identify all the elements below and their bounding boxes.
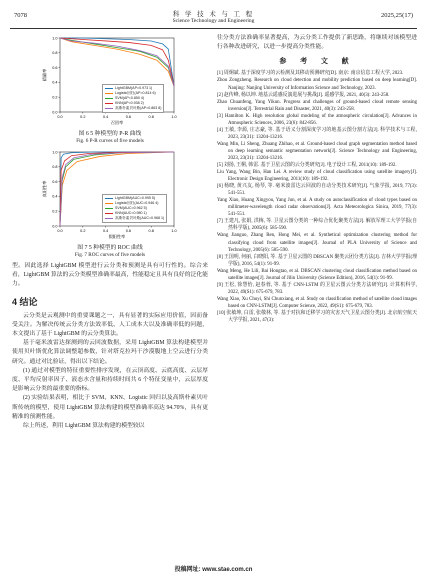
- y-axis-label: 精确率: [42, 68, 47, 82]
- pr-legend: [102, 84, 164, 113]
- y-tick-label: 0.4: [52, 194, 58, 199]
- series-line: [60, 38, 174, 86]
- legend-entry: KNN(AP=0.938 2): [105, 101, 161, 106]
- legend-entry: LightGBM(AP=0.973 1): [105, 86, 161, 91]
- paragraph: 云分类是云观测中的重要课题之一，具有显著的实际应用价值，因而备受关注。为解决传统云分类方法效率低、人工成本大以及准确率低的问题，本文提出了基于 LightGBM 的云分类算法。: [12, 312, 208, 338]
- right-column: [217, 34, 417, 324]
- series-line: [60, 38, 174, 86]
- figure-roc: [40, 148, 180, 244]
- reference-item: Yang Xiao, Huang Xingyou, Yang Jun, et al. A study on autoclassification of cloud types based on millimeter-wavelength cloud radar observations[J]. Acta Meteorologica Sinica, 2019, 77(3): 541-551.: [217, 198, 417, 218]
- header-rule: [10, 28, 417, 29]
- paragraph: 基于毫米波雷达探测到的云回波数据，采用 LightGBM 算法构建模型并使用贝叶斯优化算法调整超参数，针对塔克拉玛干沙漠腹地上空云进行分类研究。通过对比验证，得出以下结论。: [12, 340, 208, 365]
- roc-legend: [102, 194, 167, 223]
- reference-item: [3] Hamilton K. High resolution global modeling of the atmospheric circulation[J]. Advances in Atmospheric Sciences, 2006, 23(6): 842-856.: [217, 113, 417, 126]
- x-tick-label: 1.0: [171, 115, 177, 119]
- y-tick-label: 0.8: [52, 51, 58, 56]
- reference-item: [8] 王国明, 何丽, 白晓阳, 等. 基于卫星云图的 DBSCAN 聚类云团分类方法[J]. 吉林大学学报(理学版), 2016, 54(1): 91-99.: [217, 254, 417, 267]
- left-column: [12, 34, 208, 431]
- legend-entry: SVM(AUC=0.962 5): [105, 206, 164, 211]
- legend-entry: SVM(AP=0.850 4): [105, 96, 161, 101]
- x-axis-label: 假阳性率: [108, 234, 126, 239]
- figure-7-caption-cn: 图 7 5 种模型的 ROC 曲线: [77, 245, 143, 251]
- reference-item: Wang Xiao, Xu Chuyi, Shi Chunxiang, et al. Study on classification method of satellite cloud images based on CNN-LSTM[J]. Computer Science, 2022, 49(S1): 675-679, 783.: [217, 296, 417, 309]
- reference-item: [2] 赵传峰, 杨以坤. 地基云遥感反演进展与挑战[J]. 遥感学报, 2021, 40(3): 243-258.: [217, 92, 390, 98]
- references-heading: 参 考 文 献: [279, 57, 355, 66]
- y-tick-label: 1.0: [52, 150, 58, 155]
- paragraph: 型。因此选择 LightGBM 模型进行云分类和预测是具有可行性的。综合来看，LightGBM 算法的云分类模型准确率最高，性能稳定且具有良好的泛化能力。: [12, 263, 208, 288]
- y-tick-label: 0.8: [52, 165, 58, 170]
- reference-item: [10] 张敏坤, 白雷, 张敬林, 等. 基于对抗和迁移学习的灾害天气卫星云图分类[J]. 北京航空航天大学学报, 2021, 47(3):: [217, 311, 417, 324]
- y-tick-label: 0.2: [52, 95, 58, 100]
- x-tick-label: 0.0: [57, 115, 63, 119]
- series-line: [60, 38, 174, 86]
- reference-item: Zhou Zongzheng. Research on cloud detection and mobility prediction based on deep learning[D]. Nanjing: Nanjing University of Information Science and Technology, 2023.: [217, 78, 417, 91]
- figure-6-caption-en: Fig. 6 P-R curves of five models: [76, 138, 144, 144]
- legend-entry: 高斯朴素贝叶斯(AP=0.863 8): [105, 106, 161, 111]
- x-tick-label: 1.0: [171, 229, 177, 233]
- y-tick-label: 0.0: [52, 110, 58, 115]
- y-tick-label: 0.2: [52, 209, 58, 214]
- reference-item: Wang Meng, He Lili, Bai Hongtao, et al. DBSCAN clustering cloud classification method based on satellite images[J]. Journal of Jilin University (Science Edition), 2016, 54(1): 91-99.: [217, 268, 417, 281]
- pr-curve-chart: [40, 34, 180, 130]
- series-line: [60, 38, 174, 86]
- issue-info: 2025,25(17): [381, 12, 413, 19]
- legend-entry: Logistic回归(AUC=0.946 4): [105, 201, 164, 206]
- y-tick-label: 1.0: [52, 36, 58, 41]
- reference-item: Liu Yang, Wang Bin, Han Lei. A review study of cloud classification using satellite imagery[J]. Electronic Design Engineering, 2011(10): 189-192.: [217, 170, 417, 183]
- reference-item: [4] 王敏, 李源, 庄志豪, 等. 基于语义分割深度学习的地基云图分割方法[J]. 科学技术与工程, 2023, 23(31): 13204-13216.: [217, 127, 417, 140]
- x-tick-label: 0.8: [148, 229, 154, 233]
- y-tick-label: 0.6: [52, 179, 58, 184]
- figure-6-caption-cn: 图 6 5 种模型的 P-R 曲线: [78, 131, 142, 137]
- reference-item: [7] 王建凡, 张娟, 洪梅, 等. 卫星云图分类的一种综合优化聚类方法[J]. 解放军理工大学学报(自然科学版), 2005(6): 585-590.: [217, 219, 417, 232]
- y-axis-label: 真阳性率: [42, 180, 47, 198]
- paragraph: (1) 通过对模型的特征重要性排序发现，在云顶高度、云底高度、云层厚度、平均反射率因子、液态水含量和持续时间共 6 个特征变量中，云层厚度是影响云分类的最重要的指标。: [12, 367, 208, 393]
- y-tick-label: 0.4: [52, 80, 58, 85]
- reference-list: [217, 70, 417, 324]
- paragraph: 往分类方法准确率显著提高，为云分类工作提供了新思路，将继续对该模型进行各种改进研究，以进一步提高分类性能。: [217, 35, 417, 51]
- legend-entry: Logistic回归(AP=0.814 6): [105, 91, 161, 96]
- reference-item: [9] 王松, 徐慧怡, 赵春蓉, 等. 基于 CNN-LSTM 的卫星云图云分类方法研究[J]. 计算机科学, 2022, 49(S1): 675-679, 783.: [217, 282, 417, 295]
- x-tick-label: 0.6: [125, 115, 132, 119]
- paragraph: 综上所述，利用 LightGBM 算法构建的模型较以: [23, 423, 145, 430]
- legend-entry: 高斯朴素贝叶斯(AUC=0.968 1): [105, 216, 164, 221]
- x-tick-label: 0.6: [125, 229, 132, 233]
- reference-item: Zhao Chuanfeng, Yang Yikun. Progress and challenges of ground-based cloud remote sensing inversion[J]. Terrestrial Rain and Disaster, 2021, 40(3): 243-258.: [217, 99, 417, 112]
- legend-entry: KNN(AUC=0.980 1): [105, 211, 164, 216]
- figure-pr: [40, 34, 180, 130]
- series-line: [60, 38, 174, 86]
- y-tick-label: 0.0: [52, 224, 58, 229]
- y-tick-label: 0.6: [52, 65, 58, 70]
- x-tick-label: 0.2: [80, 115, 86, 119]
- reference-item: [1] 周炯斌. 基于深度学习的云检测及其移动预测研究[D]. 南京: 南京信息工程大学, 2023.: [217, 71, 404, 77]
- reference-item: Wang Jianguo, Zhang Ren, Hong Mei, et al. Synthetical optimization clustering method for classifying cloud from satellite images[J]. Journal of PLA University of Science and Technology, 2005(6): 585-590.: [217, 233, 417, 253]
- page-number: 7078: [14, 12, 27, 19]
- paragraph: (2) 实验结果表明，相比于 SVM、KNN、Logistic 回归以及高斯朴素贝叶斯传统的模型，使用 LightGBM 算法构建的模型准确率高达 94.70%，具有更精准的预测性能。: [12, 395, 208, 420]
- section-heading: 4 结论: [12, 296, 38, 307]
- journal-title-cn: 科 学 技 术 与 工 程: [172, 11, 255, 18]
- reference-item: Wang Min, Li Sheng, Zhuang Zhihao, et al. Ground-based cloud graph segmentation method based on deep learning semantic segmentation network[J]. Science Technology and Engineering, 2023, 23(31): 13204-13216.: [217, 141, 417, 161]
- reference-item: [5] 刘扬, 王桐, 韩雷. 基于卫星云图的云分类研究[J]. 电子设计工程, 2011(10): 189-192.: [217, 163, 397, 169]
- x-tick-label: 0.2: [80, 229, 86, 233]
- x-axis-label: 召回率: [110, 120, 124, 125]
- x-tick-label: 0.0: [57, 229, 63, 233]
- page-header: [10, 6, 417, 32]
- x-tick-label: 0.4: [102, 115, 109, 119]
- x-tick-label: 0.4: [102, 229, 109, 233]
- reference-item: [6] 杨晓, 黄兴友, 杨琴, 等. 毫米波雷达云回波的自动分类技术研究[J]. 气象学报, 2019, 77(3): 541-551.: [217, 184, 417, 197]
- footer-url[interactable]: 投稿网址: www.stae.com.cn: [174, 567, 253, 573]
- x-tick-label: 0.8: [148, 115, 154, 119]
- journal-title-en: Science Technology and Engineering: [172, 18, 255, 24]
- figure-7-caption-en: Fig. 7 ROC curves of five models: [74, 252, 146, 258]
- legend-entry: LightGBM(AUC=0.995 5): [105, 196, 164, 201]
